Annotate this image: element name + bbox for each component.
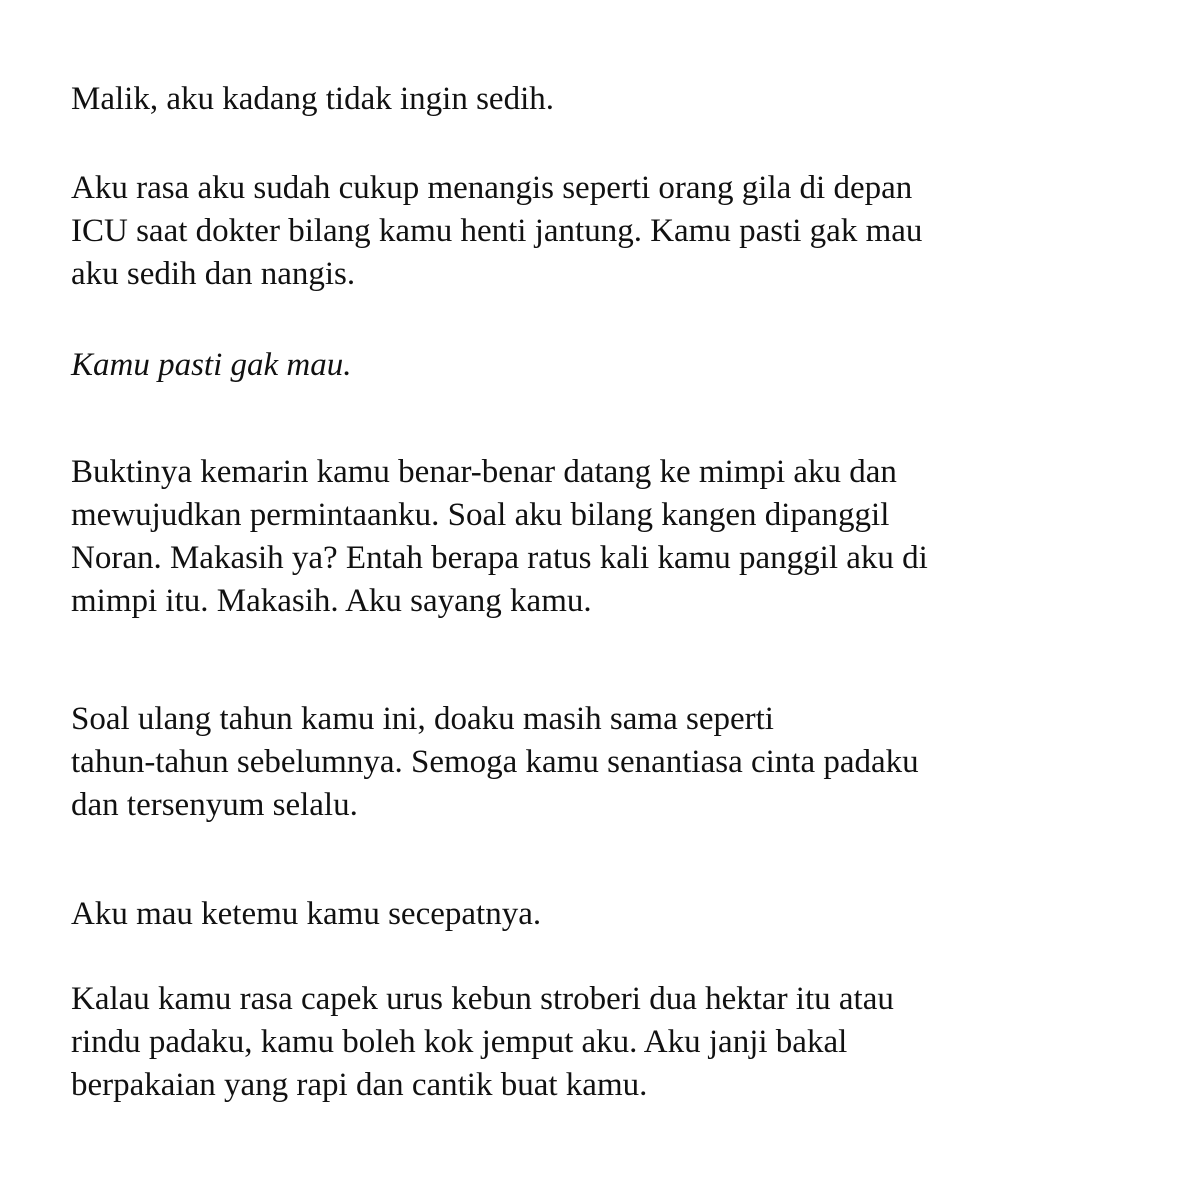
- paragraph-line: Aku mau ketemu kamu secepatnya.: [71, 896, 542, 932]
- paragraph-line: ICU saat dokter bilang kamu henti jantung. Kamu pasti gak mau: [71, 213, 923, 249]
- paragraph-line: Soal ulang tahun kamu ini, doaku masih sama seperti: [71, 701, 774, 737]
- paragraph-line: Kamu pasti gak mau.: [71, 347, 352, 383]
- paragraph-4: [71, 451, 928, 623]
- paragraph-line: berpakaian yang rapi dan cantik buat kamu.: [71, 1067, 648, 1103]
- paragraph-line: dan tersenyum selalu.: [71, 787, 358, 823]
- paragraph-line: Malik, aku kadang tidak ingin sedih.: [71, 81, 554, 117]
- paragraph-1: [71, 78, 554, 121]
- paragraph-2: [71, 167, 922, 296]
- paragraph-line: Kalau kamu rasa capek urus kebun stroberi dua hektar itu atau: [71, 981, 894, 1017]
- paragraph-5: [71, 698, 919, 827]
- paragraph-line: Noran. Makasih ya? Entah berapa ratus kali kamu panggil aku di: [71, 540, 928, 576]
- paragraph-line: mewujudkan permintaanku. Soal aku bilang kangen dipanggil: [71, 497, 890, 533]
- paragraph-line: mimpi itu. Makasih. Aku sayang kamu.: [71, 583, 592, 619]
- paragraph-line: aku sedih dan nangis.: [71, 256, 356, 292]
- paragraph-line: rindu padaku, kamu boleh kok jemput aku. Aku janji bakal: [71, 1024, 848, 1060]
- paragraph-6: [71, 893, 541, 936]
- paragraph-7: [71, 978, 894, 1107]
- paragraph-line: tahun-tahun sebelumnya. Semoga kamu senantiasa cinta padaku: [71, 744, 919, 780]
- paragraph-line: Buktinya kemarin kamu benar-benar datang ke mimpi aku dan: [71, 454, 897, 490]
- paragraph-line: Aku rasa aku sudah cukup menangis seperti orang gila di depan: [71, 170, 913, 206]
- paragraph-3-italic: [71, 344, 352, 387]
